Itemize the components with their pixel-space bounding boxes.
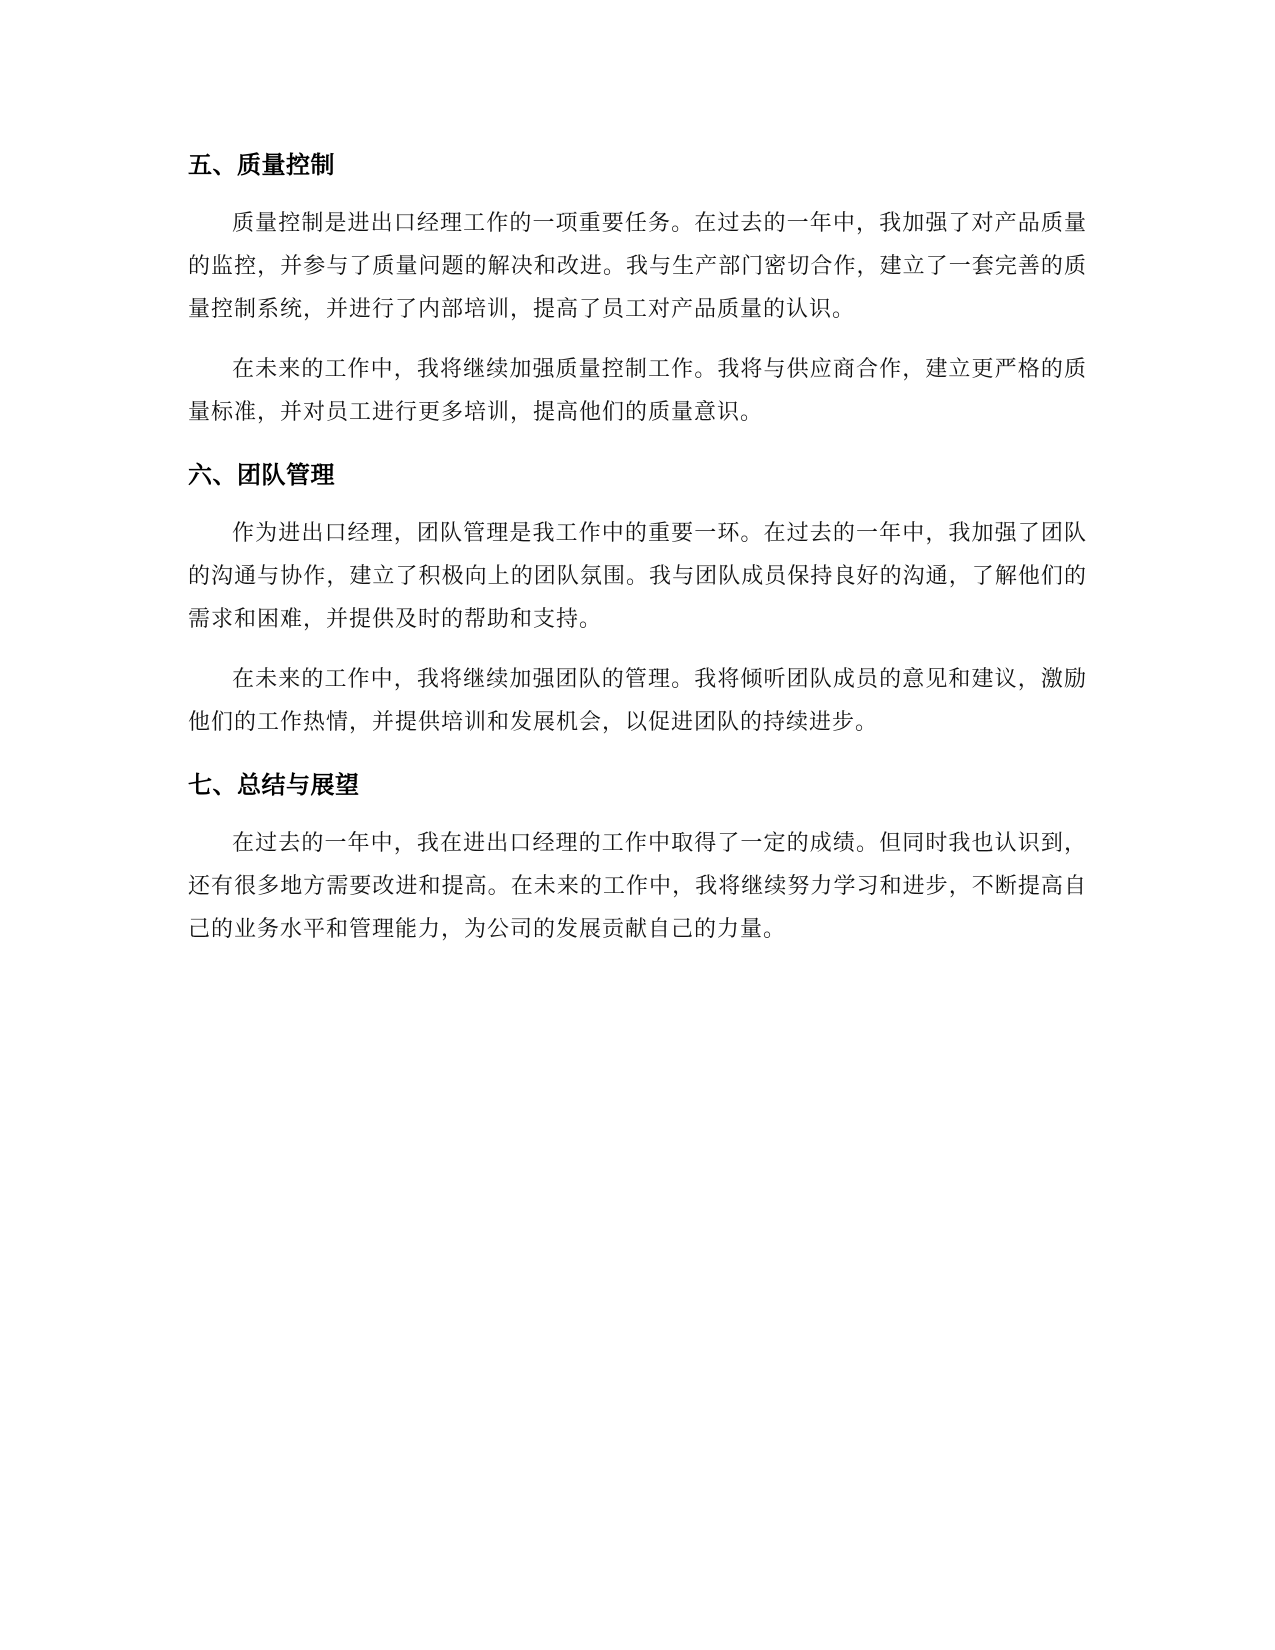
paragraph: 质量控制是进出口经理工作的一项重要任务。在过去的一年中，我加强了对产品质量的监控，并参与了质量问题的解决和改进。我与生产部门密切合作，建立了一套完善的质量控制系统，并进行了内部培训，提高了员工对产品质量的认识。 bbox=[188, 211, 1087, 322]
paragraph: 在未来的工作中，我将继续加强团队的管理。我将倾听团队成员的意见和建议，激励他们的工作热情，并提供培训和发展机会，以促进团队的持续进步。 bbox=[188, 667, 1087, 735]
paragraph: 在未来的工作中，我将继续加强质量控制工作。我将与供应商合作，建立更严格的质量标准，并对员工进行更多培训，提高他们的质量意识。 bbox=[188, 357, 1087, 425]
paragraph: 作为进出口经理，团队管理是我工作中的重要一环。在过去的一年中，我加强了团队的沟通与协作，建立了积极向上的团队氛围。我与团队成员保持良好的沟通，了解他们的需求和困难，并提供及时的帮助和支持。 bbox=[188, 521, 1087, 632]
paragraph: 在过去的一年中，我在进出口经理的工作中取得了一定的成绩。但同时我也认识到，还有很多地方需要改进和提高。在未来的工作中，我将继续努力学习和进步，不断提高自己的业务水平和管理能力，为公司的发展贡献自己的力量。 bbox=[188, 831, 1087, 942]
section-summary-outlook bbox=[188, 768, 1087, 951]
document-body bbox=[188, 148, 1087, 951]
section-quality-control bbox=[188, 148, 1087, 434]
section-team-management bbox=[188, 458, 1087, 744]
section-heading: 六、团队管理 bbox=[188, 461, 335, 489]
section-heading: 五、质量控制 bbox=[188, 151, 335, 179]
section-heading: 七、总结与展望 bbox=[188, 771, 360, 799]
